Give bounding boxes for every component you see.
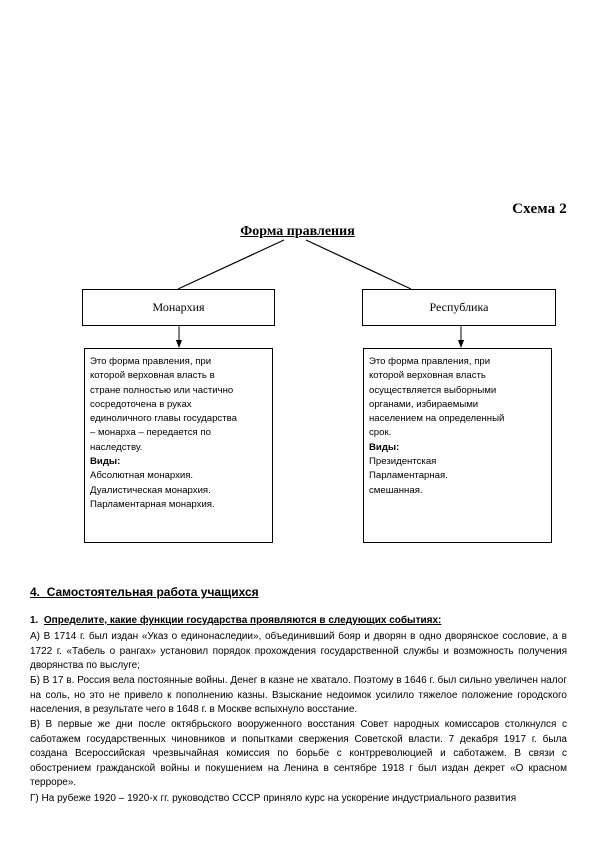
question-heading [30, 615, 441, 626]
monarchy-desc-line: которой верховная власть в [90, 370, 215, 382]
monarchy-desc-line: Это форма правления, при [90, 356, 212, 367]
question-number: 1. [30, 615, 39, 626]
republic-heading: Республика [429, 300, 489, 314]
scheme-label: Схема 2 [512, 201, 567, 217]
section-title: Самостоятельная работа учащихся [46, 585, 259, 599]
republic-description-box [363, 348, 552, 543]
monarchy-type-item: Парламентарная монархия. [90, 498, 215, 510]
paragraph-d: Г) На рубеже 1920 – 1920-х гг. руководство СССР приняло курс на ускорение индустриального развития [30, 793, 517, 804]
republic-types-label: Виды: [369, 441, 400, 453]
section-number: 4. [30, 585, 41, 599]
question-text: Определите, какие функции государства проявляются в следующих событиях: [43, 615, 442, 626]
monarchy-type-item: Абсолютная монархия. [90, 470, 194, 482]
connector-line-monarchy [178, 240, 284, 289]
arrow-head-republic [458, 340, 464, 348]
paragraph-b: Б) В 17 в. Россия вела постоянные войны. Денег в казне не хватало. Поэтому в 1646 г. был сильно увеличен налог на соль, но это не привело к пополнению казны. Взыскание недоимок усилило тяжелое положение городского населения, в результате чего в 1648 г. в Москве вспыхнуло восстание. [30, 675, 567, 716]
republic-desc-line: осуществляется выборными [369, 384, 497, 396]
monarchy-desc-line: – монарха – передается по [90, 427, 211, 439]
paragraph-c: В) В первые же дни после октябрьского вооруженного восстания Совет народных комиссаров столкнулся с саботажем государственных чиновников и попытками свержения Советской власти. 7 декабря 1917 г. была создана Всероссийская чрезвычайная комиссия по борьбе с контрреволюцией и саботажем. В связи с обострением гражданской войны и покушением на Ленина в сентябре 1918 г был издан декрет «О красном терроре». [30, 719, 567, 789]
paragraph-a: А) В 1714 г. был издан «Указ о единонаследии», объединивший бояр и дворян в одно дворянское сословие, а в 1722 г. «Табель о рангах» установил порядок прохождения государственной службы и возможность получения дворянства по выслуге; [30, 631, 567, 672]
monarchy-desc-line: единоличного главы государства [90, 413, 237, 425]
republic-heading-box [362, 289, 556, 326]
republic-desc-line: Это форма правления, при [369, 356, 491, 367]
arrow-head-monarchy [176, 340, 182, 348]
republic-type-item: смешанная. [369, 484, 423, 496]
republic-desc-line: которой верховная власть [369, 370, 486, 382]
monarchy-type-item: Дуалистическая монархия. [90, 484, 211, 496]
monarchy-description-box [84, 348, 273, 543]
diagram-title: Форма правления [240, 224, 355, 239]
republic-type-item: Президентская [369, 456, 437, 468]
republic-desc-line: органами, избираемыми [369, 398, 479, 410]
monarchy-heading-box [82, 289, 275, 326]
republic-desc-line: срок. [369, 427, 392, 439]
monarchy-types-label: Виды: [90, 456, 121, 468]
monarchy-desc-line: наследству. [90, 441, 143, 453]
monarchy-heading: Монархия [152, 300, 205, 314]
monarchy-desc-line: сосредоточена в руках [90, 398, 192, 410]
connector-line-republic [306, 240, 411, 289]
republic-desc-line: населением на определенный [369, 413, 505, 425]
republic-type-item: Парламентарная. [369, 470, 448, 482]
section-heading [30, 585, 259, 599]
monarchy-desc-line: стране полностью или частично [90, 384, 234, 396]
